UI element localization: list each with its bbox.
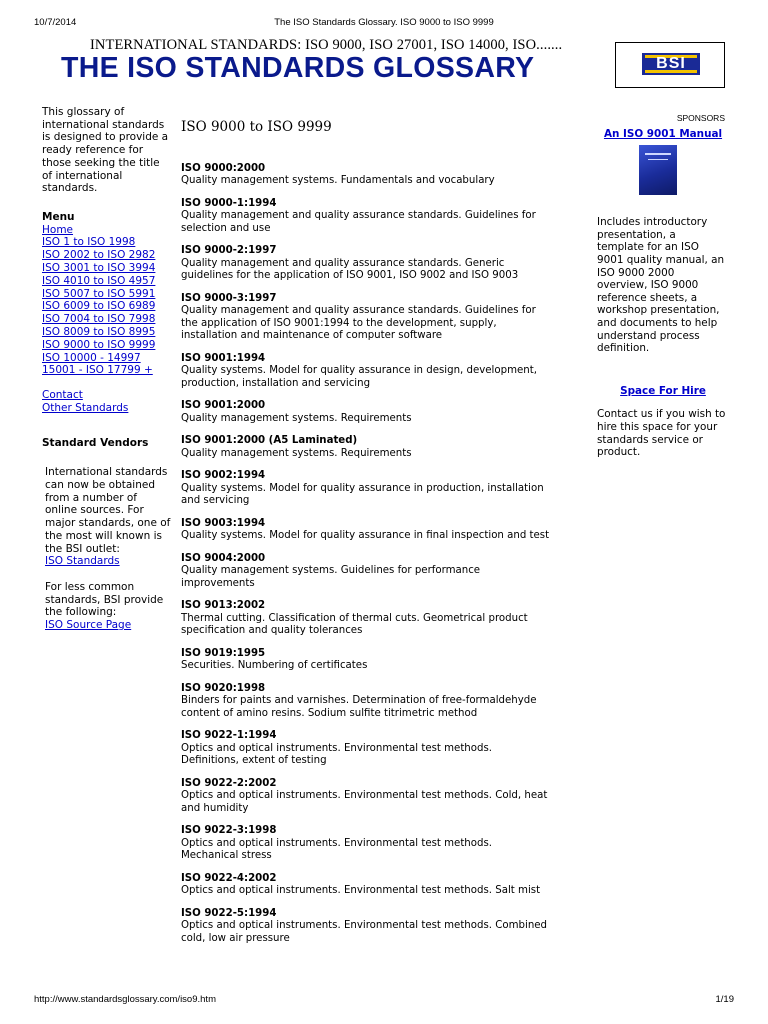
standard-entry: [181, 825, 581, 863]
standard-code: ISO 9013:2002: [181, 600, 266, 611]
standard-entry: [181, 908, 581, 946]
standard-description: Optics and optical instruments. Environmental test methods. Mechanical stress: [181, 837, 493, 861]
standard-description: Quality management and quality assurance standards. Guidelines for selection and use: [181, 210, 536, 234]
menu-item[interactable]: Home: [42, 223, 74, 236]
standard-entry: [181, 683, 581, 721]
iso-source-page-link[interactable]: ISO Source Page: [45, 619, 132, 632]
menu-gap: [42, 377, 170, 389]
standard-description: Optics and optical instruments. Environmental test methods. Combined cold, low air pressure: [181, 920, 548, 944]
standard-entry: [181, 198, 581, 236]
standard-entry: [181, 353, 581, 391]
menu-list: [42, 224, 170, 378]
menu-item[interactable]: ISO 9000 to ISO 9999: [42, 338, 156, 351]
right-sidebar: [597, 112, 729, 459]
standard-description: Optics and optical instruments. Environmental test methods. Salt mist: [181, 885, 541, 896]
standard-description: Quality management systems. Guidelines for performance improvements: [181, 565, 481, 589]
menu-item[interactable]: ISO 5007 to ISO 5991: [42, 287, 156, 300]
hire-description: Contact us if you wish to hire this space for your standards service or product.: [597, 408, 726, 459]
standard-description: Quality management and quality assurance standards. Guidelines for the application of ISO 9001:1994 to the development, supply, installation and maintenance of computer software: [181, 305, 536, 341]
standard-description: Optics and optical instruments. Environmental test methods. Cold, heat and humidity: [181, 790, 548, 814]
main-content: [181, 121, 581, 955]
menu-item[interactable]: ISO 2002 to ISO 2982: [42, 249, 156, 262]
standard-description: Thermal cutting. Classification of thermal cuts. Geometrical product specification and quality tolerances: [181, 612, 528, 636]
vendors-block: [45, 466, 172, 631]
vendors-text: International standards can now be obtained from a number of online sources. For major standards, one of the most will known is the BSI outlet:: [45, 466, 171, 555]
standard-entry: [181, 245, 581, 283]
standard-description: Quality systems. Model for quality assurance in final inspection and test: [181, 530, 550, 541]
standard-entry: [181, 435, 581, 460]
main-heading: ISO 9000 to ISO 9999: [181, 119, 332, 135]
standard-entry: [181, 518, 581, 543]
menu-item[interactable]: ISO 4010 to ISO 4957: [42, 274, 156, 287]
standard-code: ISO 9022-2:2002: [181, 777, 277, 789]
print-page-number: 1/19: [715, 994, 734, 1005]
standard-entry: [181, 293, 581, 343]
standard-code: ISO 9022-3:1998: [181, 825, 277, 836]
standard-description: Optics and optical instruments. Environmental test methods. Definitions, extent of testing: [181, 742, 493, 766]
bsi-logo-box[interactable]: [615, 42, 725, 88]
standard-description: Binders for paints and varnishes. Determination of free-formaldehyde content of amino resins. Sodium sulfite titrimetric method: [181, 695, 537, 719]
standard-entry: [181, 163, 581, 188]
standard-code: ISO 9000-1:1994: [181, 197, 277, 209]
iso-9001-manual-link[interactable]: An ISO 9001 Manual: [603, 127, 723, 140]
menu-item[interactable]: ISO 3001 to ISO 3994: [42, 262, 156, 275]
site-subtitle: INTERNATIONAL STANDARDS: ISO 9000, ISO 27001, ISO 14000, ISO.......: [90, 37, 563, 53]
vendors-heading: Standard Vendors: [42, 436, 149, 449]
standard-code: ISO 9001:2000: [181, 400, 266, 411]
standard-code: ISO 9022-5:1994: [181, 907, 277, 919]
standard-code: ISO 9000-3:1997: [181, 292, 277, 304]
standard-code: ISO 9022-1:1994: [181, 730, 277, 741]
menu-item[interactable]: ISO 8009 to ISO 8995: [42, 326, 156, 338]
standard-code: ISO 9002:1994: [181, 470, 266, 481]
standard-code: ISO 9001:2000 (A5 Laminated): [181, 435, 358, 446]
standard-entry: [181, 778, 581, 816]
contact-link[interactable]: Contact: [42, 389, 83, 402]
standard-code: ISO 9020:1998: [181, 682, 266, 694]
manual-description: Includes introductory presentation, a template for an ISO 9001 quality manual, an ISO 9000 2000 overview, ISO 9000 reference sheets, a workshop presentation, and documents to help understand process definition.: [597, 216, 725, 355]
standard-entry: [181, 400, 581, 425]
standard-code: ISO 9000:2000: [181, 162, 266, 174]
standard-description: Quality management systems. Requirements: [181, 412, 412, 424]
standard-entry: [181, 470, 581, 508]
menu-item[interactable]: ISO 10000 - 14997: [42, 351, 141, 364]
standard-entry: [181, 600, 581, 638]
iso-standards-link[interactable]: ISO Standards: [45, 555, 120, 568]
bsi-logo-icon: [642, 53, 700, 75]
manual-book-icon[interactable]: [639, 145, 677, 195]
sponsors-label: SPONSORS: [676, 113, 725, 123]
site-title: THE ISO STANDARDS GLOSSARY: [61, 52, 535, 84]
intro-text: This glossary of international standards is designed to provide a ready reference for those seeking the title of international standards.: [42, 106, 169, 195]
entries-list: [181, 163, 581, 946]
standard-entry: [181, 553, 581, 591]
standard-code: ISO 9004:2000: [181, 552, 266, 564]
less-common-text: For less common standards, BSI provide the following:: [45, 580, 164, 619]
standard-code: ISO 9022-4:2002: [181, 872, 277, 884]
menu-heading: Menu: [42, 210, 75, 223]
print-url: http://www.standardsglossary.com/iso9.htm: [34, 994, 216, 1005]
standard-code: ISO 9001:1994: [181, 352, 266, 364]
standard-description: Quality management systems. Fundamentals and vocabulary: [181, 175, 495, 186]
space-for-hire-link[interactable]: Space For Hire: [620, 384, 706, 397]
print-date: 10/7/2014: [34, 17, 77, 28]
menu-item[interactable]: ISO 6009 to ISO 6989: [42, 300, 156, 313]
standard-entry: [181, 730, 581, 768]
menu-item[interactable]: ISO 7004 to ISO 7998: [42, 313, 156, 326]
other-standards-link[interactable]: Other Standards: [42, 401, 129, 414]
left-sidebar: [42, 106, 170, 632]
print-page-title: The ISO Standards Glossary. ISO 9000 to ISO 9999: [274, 17, 494, 28]
bsi-logo-text: BSI: [656, 55, 686, 72]
menu-item[interactable]: ISO 1 to ISO 1998: [42, 236, 136, 249]
standard-description: Quality systems. Model for quality assurance in design, development, production, installation and servicing: [181, 365, 537, 389]
standard-description: Securities. Numbering of certificates: [181, 660, 368, 671]
standard-code: ISO 9000-2:1997: [181, 245, 277, 256]
standard-entry: [181, 648, 581, 673]
standard-entry: [181, 873, 581, 898]
standard-description: Quality systems. Model for quality assurance in production, installation and servicing: [181, 482, 544, 506]
standard-description: Quality management and quality assurance standards. Generic guidelines for the application of ISO 9001, ISO 9002 and ISO 9003: [181, 257, 519, 281]
standard-description: Quality management systems. Requirements: [181, 447, 412, 459]
standard-code: ISO 9003:1994: [181, 517, 266, 529]
standard-code: ISO 9019:1995: [181, 647, 266, 659]
menu-item[interactable]: 15001 - ISO 17799 +: [42, 364, 153, 377]
